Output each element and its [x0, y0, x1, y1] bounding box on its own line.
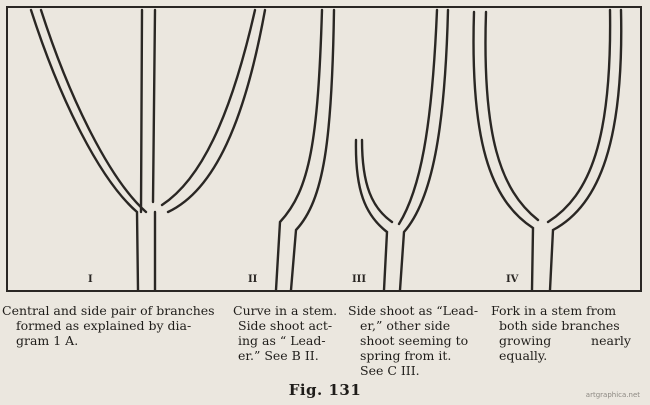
caption-one-line: formed as explained by dia-	[16, 318, 192, 333]
diagram-three-label: III	[352, 274, 367, 285]
caption-two-line: Side shoot act-	[238, 318, 333, 333]
caption-three-line: Side shoot as “Lead-	[348, 303, 479, 318]
caption-two-line: er.” See B II.	[238, 348, 319, 363]
caption-three-line: spring from it.	[360, 348, 452, 363]
watermark: artgraphica.net	[585, 391, 640, 399]
caption-three	[348, 303, 480, 378]
caption-four-line: equally.	[499, 348, 548, 363]
diagram-four-label: IV	[506, 274, 519, 285]
caption-two	[233, 303, 341, 363]
caption-one-line: Central and side pair of branches	[2, 303, 215, 318]
caption-three-line: er,” other side	[360, 318, 451, 333]
caption-one-line: gram 1 A.	[16, 333, 79, 348]
diagram-four-drawing	[473, 10, 621, 290]
caption-three-line: See C III.	[360, 363, 420, 378]
caption-three-line: shoot seeming to	[360, 333, 469, 348]
caption-four-line: growing nearly	[499, 333, 631, 348]
diagram-two-drawing	[276, 10, 334, 290]
diagram-three-drawing	[356, 10, 448, 290]
diagram-one-label: I	[88, 274, 93, 285]
caption-two-line: Curve in a stem.	[233, 303, 338, 318]
caption-one	[2, 303, 216, 348]
diagram-one-drawing	[31, 10, 265, 290]
caption-four	[491, 303, 631, 363]
caption-four-line: Fork in a stem from	[491, 303, 617, 318]
diagram-two-label: II	[248, 274, 258, 285]
caption-four-line: both side branches	[499, 318, 620, 333]
caption-two-line: ing as “ Lead-	[238, 333, 326, 348]
figure-label: Fig. 131	[288, 381, 362, 399]
